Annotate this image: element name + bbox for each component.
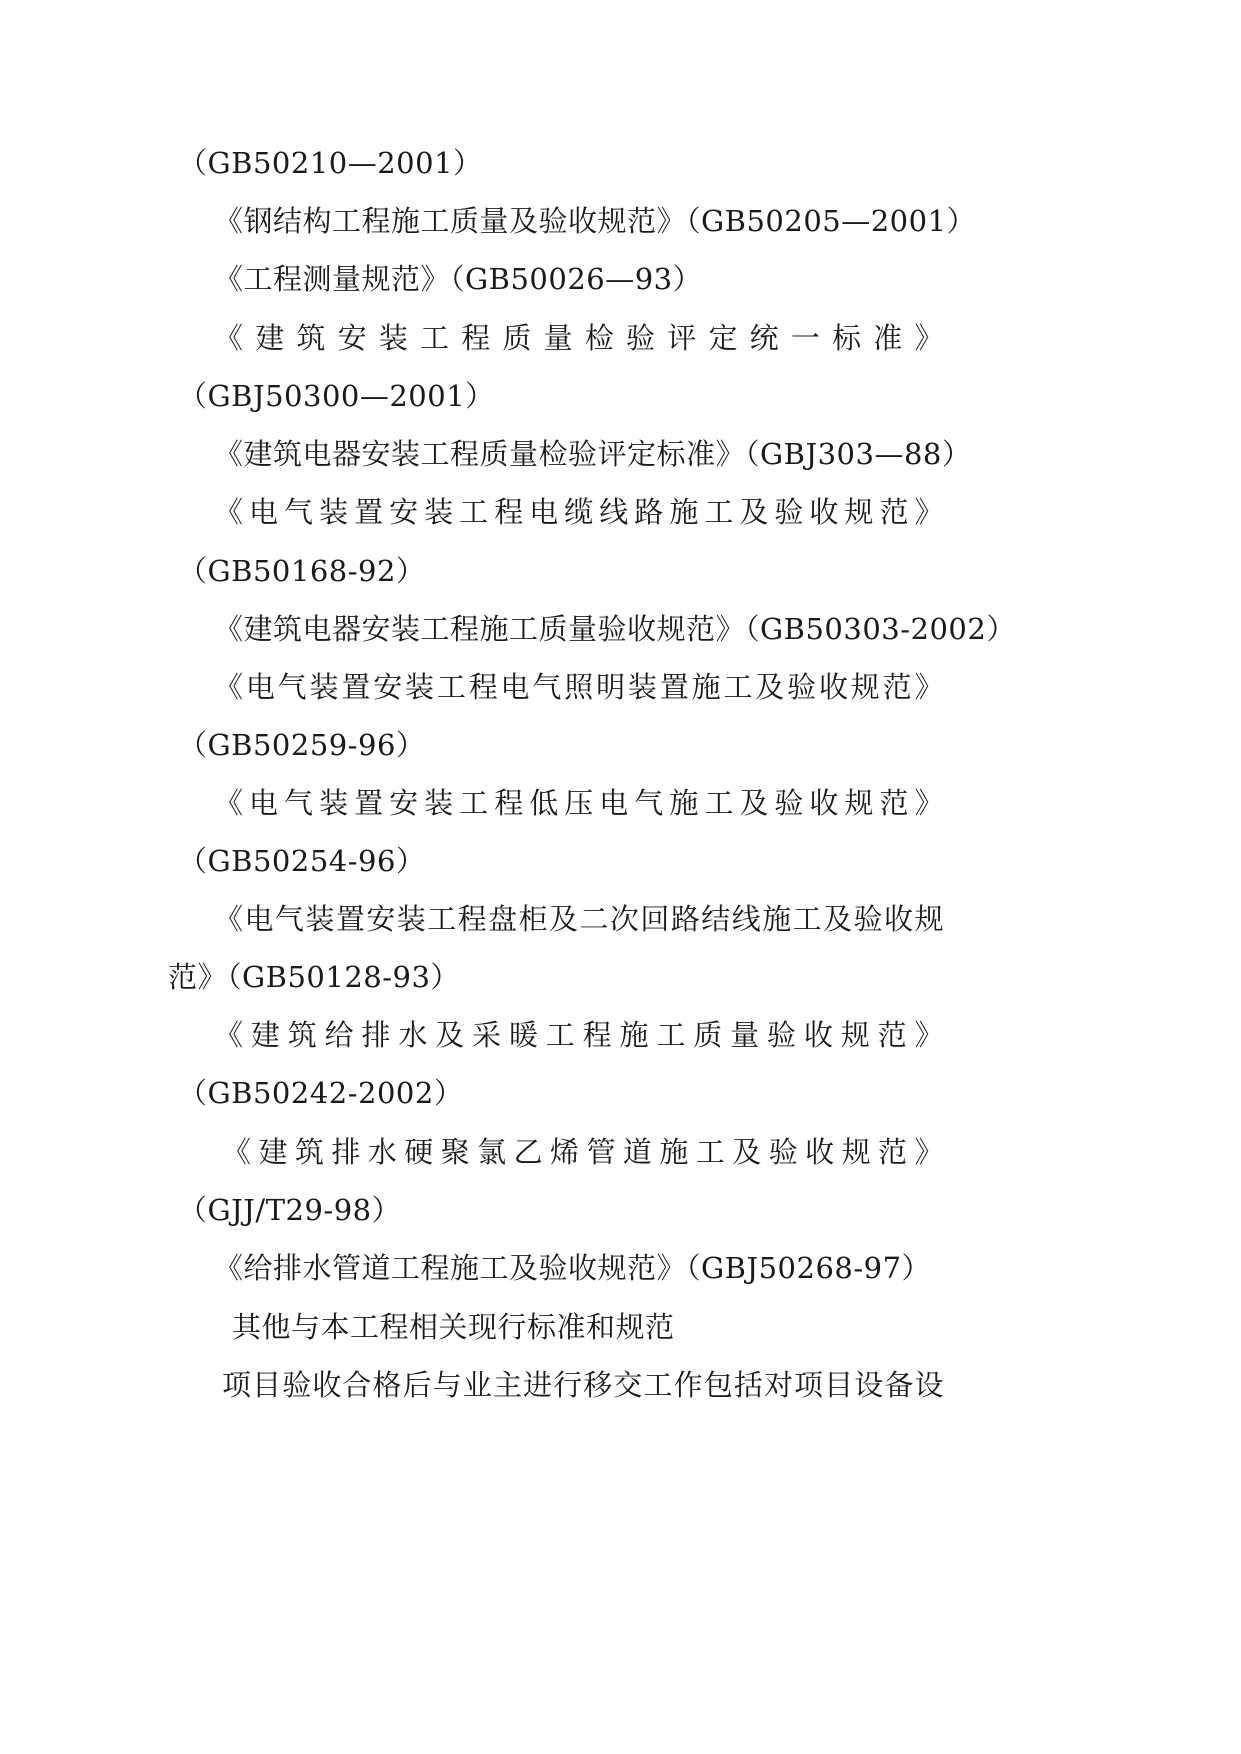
text-line-14: 《电气装置安装工程盘柜及二次回路结线施工及验收规	[214, 902, 944, 936]
text-line-20: 《给排水管道工程施工及验收规范》（GBJ50268-97）	[214, 1251, 932, 1285]
text-line-4: 《建筑安装工程质量检验评定统一标准》	[214, 321, 944, 355]
text-line-8: （GB50168-92）	[178, 554, 426, 588]
text-line-22: 项目验收合格后与业主进行移交工作包括对项目设备设	[222, 1368, 944, 1402]
text-line-7: 《电气装置安装工程电缆线路施工及验收规范》	[214, 495, 944, 529]
text-line-21: 其他与本工程相关现行标准和规范	[232, 1310, 675, 1344]
text-line-5: （GBJ50300—2001）	[178, 379, 495, 413]
text-line-6: 《建筑电器安装工程质量检验评定标准》（GBJ303—88）	[214, 437, 972, 471]
text-line-13: （GB50254-96）	[178, 844, 426, 878]
text-line-15: 范》（GB50128-93）	[168, 960, 460, 994]
text-line-1: （GB50210—2001）	[178, 146, 483, 180]
text-line-17: （GB50242-2002）	[178, 1076, 464, 1110]
text-line-16: 《建筑给排水及采暖工程施工质量验收规范》	[214, 1018, 944, 1052]
text-line-2: 《钢结构工程施工质量及验收规范》（GB50205—2001）	[214, 204, 977, 238]
text-line-18: 《建筑排水硬聚氯乙烯管道施工及验收规范》	[222, 1135, 944, 1169]
text-line-19: （GJJ/T29-98）	[178, 1193, 402, 1227]
text-line-12: 《电气装置安装工程低压电气施工及验收规范》	[214, 786, 944, 820]
text-line-9: 《建筑电器安装工程施工质量验收规范》（GB50303-2002）	[214, 612, 1016, 646]
text-line-11: （GB50259-96）	[178, 728, 426, 762]
text-line-10: 《电气装置安装工程电气照明装置施工及验收规范》	[214, 670, 944, 704]
text-line-3: 《工程测量规范》（GB50026—93）	[214, 262, 703, 296]
